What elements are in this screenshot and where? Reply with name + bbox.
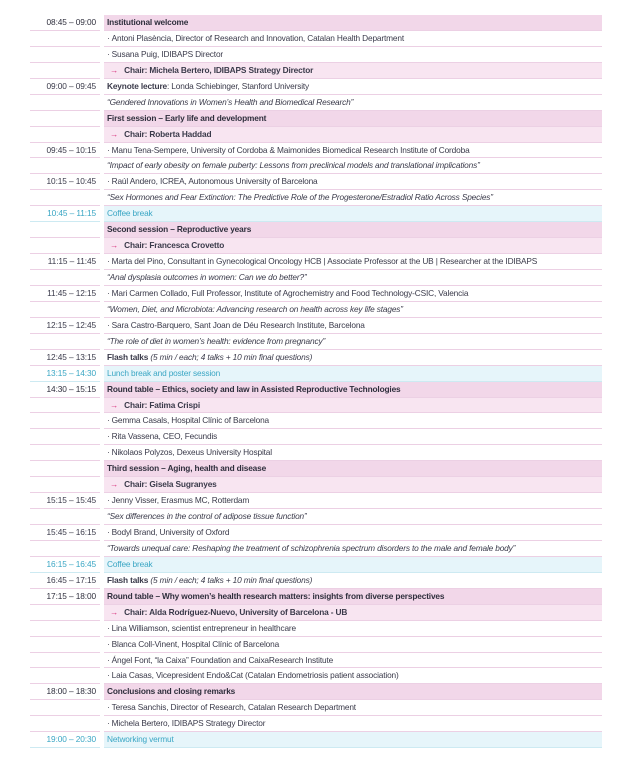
item-text: Nikolaos Polyzos, Dexeus University Hospital: [111, 447, 272, 458]
time-slot: 16:45 – 17:15: [30, 573, 100, 589]
program-row: [30, 684, 602, 700]
time-slot: 10:45 – 11:15: [30, 206, 100, 222]
program-row: [30, 334, 602, 350]
program-row: [30, 732, 602, 748]
item-text: Second session – Reproductive years: [107, 224, 252, 235]
time-slot: 11:45 – 12:15: [30, 286, 100, 302]
chair-name: Chair: Alda Rodríguez-Nuevo, University of Barcelona - UB: [124, 606, 348, 617]
program-row: [30, 63, 602, 79]
item-label: Flash talks: [107, 574, 149, 585]
bullet-icon: ·: [107, 495, 110, 506]
time-slot: [30, 541, 100, 557]
section-cell: [104, 15, 602, 31]
program-row: [30, 350, 602, 366]
chair-name: Chair: Fatima Crispi: [124, 399, 200, 410]
item-text: Laia Casas, Vicepresident Endo&Cat (Catalan Endometriosis patient association): [111, 670, 399, 681]
speaker-cell: [104, 47, 602, 63]
item-text: Sara Castro-Barquero, Sant Joan de Déu Research Institute, Barcelona: [111, 319, 365, 330]
program-row: [30, 493, 602, 509]
program-table: [30, 15, 602, 748]
program-row: [30, 605, 602, 621]
item-text: Mari Carmen Collado, Full Professor, Institute of Agrochemistry and Food Technology-CSIC, Valencia: [111, 287, 469, 298]
label-cell: [104, 350, 602, 366]
bullet-icon: ·: [107, 48, 110, 59]
program-row: [30, 318, 602, 334]
program-row: [30, 95, 602, 111]
arrow-right-icon: →: [110, 399, 119, 410]
chair-cell: [104, 398, 602, 414]
chair-cell: [104, 127, 602, 143]
time-slot: [30, 238, 100, 254]
item-detail: (5 min / each; 4 talks + 10 min final questions): [148, 351, 313, 362]
chair-cell: [104, 63, 602, 79]
bullet-icon: ·: [107, 527, 110, 537]
program-row: [30, 47, 602, 63]
quote-cell: [104, 95, 602, 111]
quote-cell: [104, 302, 602, 318]
bullet-icon: ·: [107, 415, 110, 426]
program-row: [30, 429, 602, 445]
quote-cell: [104, 190, 602, 206]
item-text: Networking vermut: [107, 734, 174, 745]
speaker-cell: [104, 621, 602, 637]
chair-cell: [104, 238, 602, 254]
bullet-icon: ·: [107, 702, 110, 713]
label-cell: [104, 573, 602, 589]
chair-name: Chair: Francesca Crovetto: [124, 240, 225, 251]
time-slot: [30, 413, 100, 429]
item-text: Susana Puig, IDIBAPS Director: [111, 48, 224, 59]
time-slot: [30, 270, 100, 286]
item-text: Ángel Font, “la Caixa” Foundation and CaixaResearch Institute: [111, 654, 334, 665]
section-cell: [104, 589, 602, 605]
section-cell: [104, 382, 602, 398]
speaker-cell: [104, 174, 602, 190]
talk-title: “Gendered Innovations in Women’s Health and Biomedical Research”: [107, 96, 354, 107]
program-row: [30, 461, 602, 477]
program-row: [30, 398, 602, 414]
arrow-right-icon: →: [110, 64, 119, 75]
item-label: Keynote lecture: [107, 80, 167, 91]
program-row: [30, 668, 602, 684]
time-slot: [30, 668, 100, 684]
time-slot: 18:00 – 18:30: [30, 684, 100, 700]
program-row: [30, 31, 602, 47]
speaker-cell: [104, 445, 602, 461]
program-row: [30, 366, 602, 382]
bullet-icon: ·: [107, 654, 110, 665]
program-row: [30, 302, 602, 318]
bullet-icon: ·: [107, 670, 110, 681]
item-text: Raúl Andero, ICREA, Autonomous University of Barcelona: [111, 176, 318, 187]
bullet-icon: ·: [107, 144, 110, 155]
speaker-cell: [104, 143, 602, 159]
time-slot: [30, 95, 100, 111]
time-slot: [30, 653, 100, 669]
program-row: [30, 127, 602, 143]
time-slot: [30, 700, 100, 716]
time-slot: [30, 127, 100, 143]
chair-cell: [104, 477, 602, 493]
arrow-right-icon: →: [110, 606, 119, 617]
program-row: [30, 589, 602, 605]
bullet-icon: ·: [107, 638, 110, 649]
bullet-icon: ·: [107, 622, 110, 633]
program-row: [30, 700, 602, 716]
program-row: [30, 190, 602, 206]
item-text: Conclusions and closing remarks: [107, 686, 236, 697]
program-row: [30, 158, 602, 174]
chair-cell: [104, 605, 602, 621]
bullet-icon: ·: [107, 718, 110, 729]
item-text: Round table – Why women’s health research matters: insights from diverse perspectives: [107, 590, 445, 601]
time-slot: [30, 605, 100, 621]
program-row: [30, 716, 602, 732]
time-slot: [30, 621, 100, 637]
time-slot: [30, 111, 100, 127]
bullet-icon: ·: [107, 431, 110, 442]
speaker-cell: [104, 653, 602, 669]
speaker-cell: [104, 493, 602, 509]
item-text: Teresa Sanchis, Director of Research, Catalan Research Department: [111, 702, 356, 713]
speaker-cell: [104, 525, 602, 541]
quote-cell: [104, 158, 602, 174]
time-slot: [30, 461, 100, 477]
item-text: Blanca Coll-Vinent, Hospital Clínic of Barcelona: [111, 638, 280, 649]
time-slot: [30, 398, 100, 414]
bullet-icon: ·: [107, 32, 110, 43]
talk-title: “Sex Hormones and Fear Extinction: The Predictive Role of the Progesterone/Estradiol Ratio Across Species”: [107, 192, 493, 203]
item-text: Institutional welcome: [107, 17, 189, 27]
break-cell: [104, 206, 602, 222]
time-slot: 10:15 – 10:45: [30, 174, 100, 190]
item-text: Third session – Aging, health and disease: [107, 463, 267, 474]
item-text: Round table – Ethics, society and law in Assisted Reproductive Technologies: [107, 383, 401, 394]
program-row: [30, 238, 602, 254]
program-row: [30, 557, 602, 573]
speaker-cell: [104, 700, 602, 716]
break-cell: [104, 366, 602, 382]
time-slot: [30, 31, 100, 47]
time-slot: 09:00 – 09:45: [30, 79, 100, 95]
time-slot: [30, 190, 100, 206]
program-row: [30, 222, 602, 238]
program-row: [30, 79, 602, 95]
program-row: [30, 174, 602, 190]
speaker-cell: [104, 318, 602, 334]
item-text: Bodyl Brand, University of Oxford: [111, 527, 230, 537]
talk-title: “Anal dysplasia outcomes in women: Can we do better?”: [107, 272, 307, 282]
arrow-right-icon: →: [110, 479, 119, 490]
speaker-cell: [104, 413, 602, 429]
time-slot: 15:45 – 16:15: [30, 525, 100, 541]
program-row: [30, 541, 602, 557]
time-slot: [30, 302, 100, 318]
program-row: [30, 15, 602, 31]
time-slot: [30, 637, 100, 653]
quote-cell: [104, 541, 602, 557]
program-row: [30, 637, 602, 653]
item-text: Michela Bertero, IDIBAPS Strategy Director: [111, 718, 266, 729]
arrow-right-icon: →: [110, 128, 119, 139]
arrow-right-icon: →: [110, 240, 119, 251]
time-slot: [30, 509, 100, 525]
speaker-cell: [104, 286, 602, 302]
label-cell: [104, 79, 602, 95]
time-slot: [30, 158, 100, 174]
time-slot: 12:15 – 12:45: [30, 318, 100, 334]
item-text: Manu Tena-Sempere, University of Cordoba & Maimonides Biomedical Research Institute of Cordoba: [111, 144, 470, 155]
chair-name: Chair: Michela Bertero, IDIBAPS Strategy Director: [124, 64, 314, 75]
time-slot: [30, 222, 100, 238]
program-row: [30, 445, 602, 461]
chair-name: Chair: Roberta Haddad: [124, 128, 212, 139]
item-text: Marta del Pino, Consultant in Gynecological Oncology HCB | Associate Professor at the UB | Researcher at the IDIBAPS: [111, 256, 538, 267]
talk-title: “Sex differences in the control of adipose tissue function”: [107, 511, 307, 522]
chair-name: Chair: Gisela Sugranyes: [124, 479, 217, 490]
section-cell: [104, 222, 602, 238]
item-text: Lunch break and poster session: [107, 367, 221, 378]
program-row: [30, 525, 602, 541]
time-slot: [30, 477, 100, 493]
speaker-cell: [104, 31, 602, 47]
section-cell: [104, 684, 602, 700]
item-text: Coffee break: [107, 558, 153, 569]
quote-cell: [104, 509, 602, 525]
time-slot: 16:15 – 16:45: [30, 557, 100, 573]
bullet-icon: ·: [107, 256, 110, 267]
item-detail: : Londa Schiebinger, Stanford University: [167, 80, 310, 91]
program-row: [30, 143, 602, 159]
program-row: [30, 111, 602, 127]
item-text: Rita Vassena, CEO, Fecundis: [111, 431, 218, 442]
time-slot: 17:15 – 18:00: [30, 589, 100, 605]
program-row: [30, 206, 602, 222]
time-slot: [30, 716, 100, 732]
item-text: First session – Early life and development: [107, 112, 267, 123]
program-row: [30, 413, 602, 429]
time-slot: 08:45 – 09:00: [30, 15, 100, 31]
bullet-icon: ·: [107, 447, 110, 458]
speaker-cell: [104, 716, 602, 732]
program-row: [30, 254, 602, 270]
time-slot: 09:45 – 10:15: [30, 143, 100, 159]
speaker-cell: [104, 668, 602, 684]
break-cell: [104, 557, 602, 573]
time-slot: 13:15 – 14:30: [30, 366, 100, 382]
program-row: [30, 509, 602, 525]
item-text: Coffee break: [107, 208, 153, 219]
speaker-cell: [104, 254, 602, 270]
bullet-icon: ·: [107, 287, 110, 298]
talk-title: “Women, Diet, and Microbiota: Advancing research on health across key life stages”: [107, 303, 403, 314]
time-slot: 12:45 – 13:15: [30, 350, 100, 366]
item-label: Flash talks: [107, 351, 149, 362]
break-cell: [104, 732, 602, 748]
item-text: Lina Williamson, scientist entrepreneur in healthcare: [111, 622, 296, 633]
time-slot: 14:30 – 15:15: [30, 382, 100, 398]
time-slot: 19:00 – 20:30: [30, 732, 100, 748]
quote-cell: [104, 270, 602, 286]
time-slot: [30, 429, 100, 445]
quote-cell: [104, 334, 602, 350]
bullet-icon: ·: [107, 319, 110, 330]
program-row: [30, 573, 602, 589]
time-slot: 15:15 – 15:45: [30, 493, 100, 509]
program-row: [30, 270, 602, 286]
program-row: [30, 477, 602, 493]
time-slot: [30, 47, 100, 63]
time-slot: 11:15 – 11:45: [30, 254, 100, 270]
program-row: [30, 286, 602, 302]
section-cell: [104, 111, 602, 127]
item-text: Gemma Casals, Hospital Clínic of Barcelona: [111, 415, 270, 426]
speaker-cell: [104, 637, 602, 653]
item-detail: (5 min / each; 4 talks + 10 min final questions): [148, 574, 313, 585]
talk-title: “The role of diet in women’s health: evidence from pregnancy”: [107, 335, 326, 346]
bullet-icon: ·: [107, 176, 110, 187]
time-slot: [30, 63, 100, 79]
speaker-cell: [104, 429, 602, 445]
program-row: [30, 382, 602, 398]
item-text: Jenny Visser, Erasmus MC, Rotterdam: [111, 495, 250, 506]
section-cell: [104, 461, 602, 477]
talk-title: “Impact of early obesity on female puberty: Lessons from preclinical models and translational implications”: [107, 160, 480, 171]
time-slot: [30, 445, 100, 461]
program-row: [30, 653, 602, 669]
talk-title: “Towards unequal care: Reshaping the treatment of schizophrenia spectrum disorders to the male and female body”: [107, 542, 516, 553]
program-row: [30, 621, 602, 637]
time-slot: [30, 334, 100, 350]
item-text: Antoni Plasència, Director of Research and Innovation, Catalan Health Department: [111, 32, 405, 43]
